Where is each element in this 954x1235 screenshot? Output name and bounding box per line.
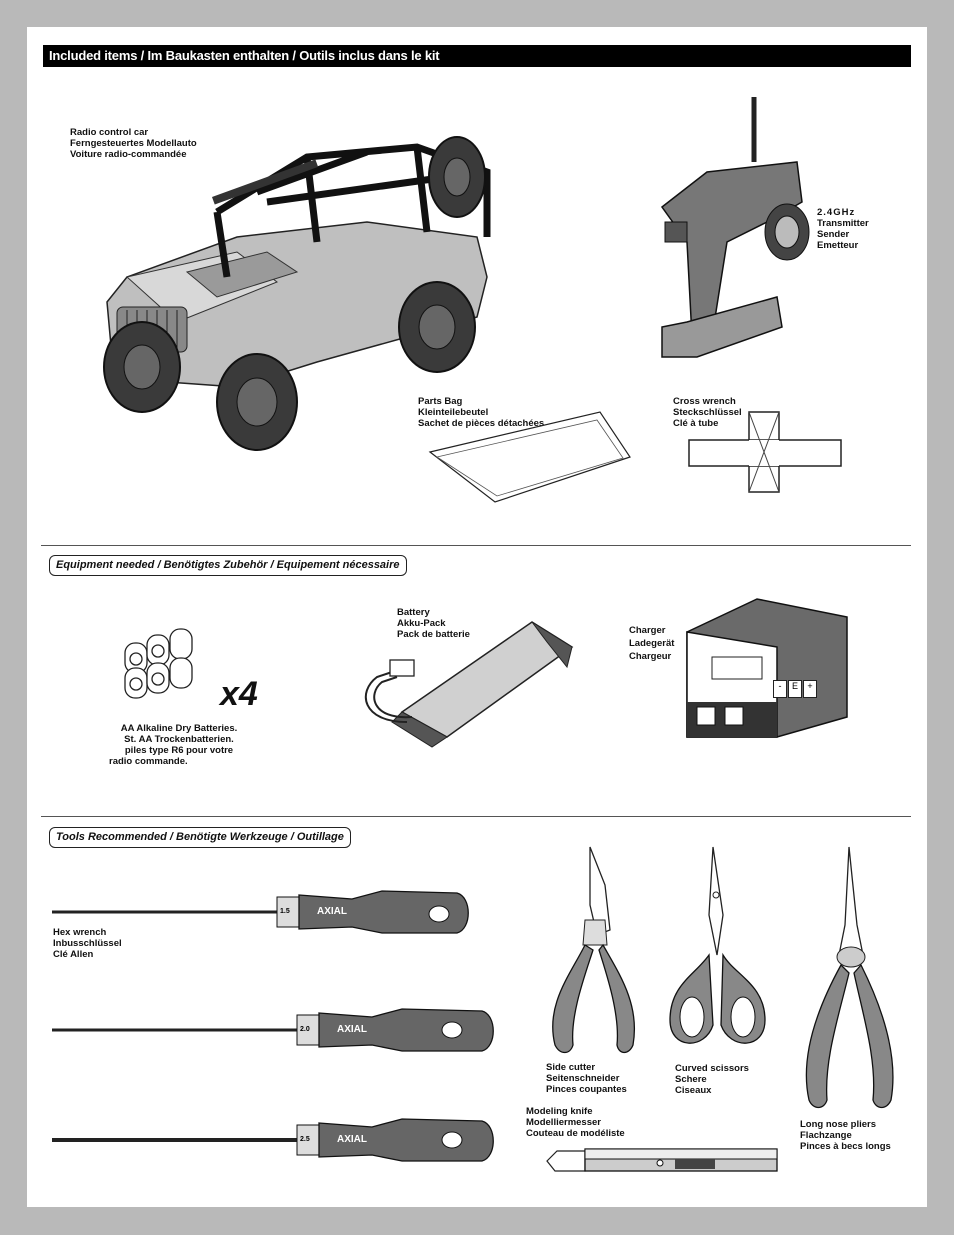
charger-button-minus[interactable]: - bbox=[773, 680, 787, 698]
aa-batteries-label: AA Alkaline Dry Batteries. St. AA Trockenbatterien. piles type R6 pour votre radio commande. bbox=[109, 723, 238, 767]
hex-wrench-2-0-illustration bbox=[52, 1005, 497, 1060]
aa-batteries-illustration bbox=[120, 623, 210, 703]
hex-size-2-5: 2.5 bbox=[300, 1136, 310, 1143]
battery-pack-illustration bbox=[352, 612, 582, 752]
cross-wrench-label: Cross wrench Steckschlüssel Clé à tube bbox=[673, 396, 742, 429]
manual-page bbox=[27, 27, 927, 1207]
modeling-knife-label: Modeling knife Modelliermesser Couteau de modéliste bbox=[526, 1106, 625, 1139]
curved-scissors-label: Curved scissors Schere Ciseaux bbox=[675, 1063, 749, 1096]
charger-illustration bbox=[667, 597, 857, 747]
charger-label: Charger Ladegerät Chargeur bbox=[629, 625, 675, 662]
car-label: Radio control car Ferngesteuertes Modellauto Voiture radio-commandée bbox=[70, 127, 197, 160]
hex-wrench-label: Hex wrench Inbusschlüssel Clé Allen bbox=[53, 927, 122, 960]
long-nose-pliers-label: Long nose pliers Flachzange Pinces à becs longs bbox=[800, 1119, 891, 1152]
section-divider bbox=[41, 545, 911, 546]
curved-scissors-illustration bbox=[665, 845, 770, 1060]
included-items-header: Included items / Im Baukasten enthalten / Outils inclus dans le kit bbox=[43, 45, 911, 67]
brand-logo: AXIAL bbox=[337, 1134, 367, 1145]
battery-pack-label: Battery Akku-Pack Pack de batterie bbox=[397, 607, 470, 640]
charger-button-enter[interactable]: E bbox=[788, 680, 802, 698]
batteries-count: x4 bbox=[220, 675, 258, 713]
section-divider bbox=[41, 816, 911, 817]
side-cutter-illustration bbox=[545, 845, 650, 1060]
hex-size-2-0: 2.0 bbox=[300, 1026, 310, 1033]
hex-size-1-5: 1.5 bbox=[280, 908, 290, 915]
charger-button-plus[interactable]: + bbox=[803, 680, 817, 698]
transmitter-illustration bbox=[657, 92, 827, 362]
equipment-section-title: Equipment needed / Benötigtes Zubehör / Equipement nécessaire bbox=[49, 555, 407, 576]
modeling-knife-illustration bbox=[545, 1145, 780, 1175]
hex-wrench-2-5-illustration bbox=[52, 1115, 497, 1170]
brand-logo: AXIAL bbox=[317, 906, 347, 917]
long-nose-pliers-illustration bbox=[799, 845, 904, 1115]
tools-section-title: Tools Recommended / Benötigte Werkzeuge / Outillage bbox=[49, 827, 351, 848]
side-cutter-label: Side cutter Seitenschneider Pinces coupantes bbox=[546, 1062, 627, 1095]
transmitter-label: 2.4GHz Transmitter Sender Emetteur bbox=[817, 207, 869, 251]
parts-bag-illustration bbox=[425, 402, 635, 507]
brand-logo: AXIAL bbox=[337, 1024, 367, 1035]
parts-bag-label: Parts Bag Kleinteilebeutel Sachet de pièces détachées bbox=[418, 396, 545, 429]
cross-wrench-illustration bbox=[687, 410, 847, 495]
